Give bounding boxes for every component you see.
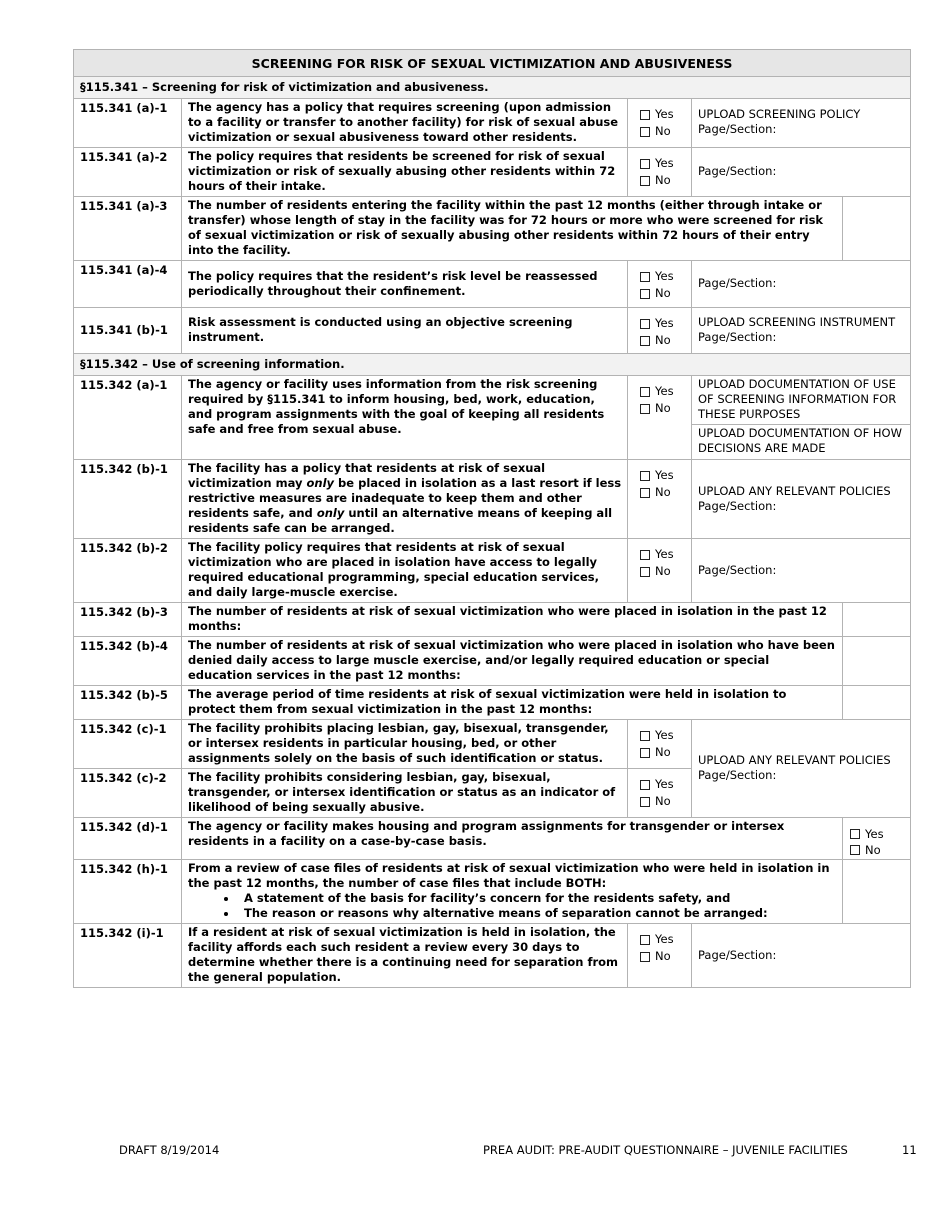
table-row [74,99,911,148]
row-id: 115.341 (a)-2 [74,148,182,197]
checkbox-icon[interactable] [640,567,650,577]
no-checkbox[interactable]: No [850,842,910,858]
checkbox-icon[interactable] [640,159,650,169]
yes-checkbox[interactable]: Yes [640,315,691,332]
list-item: • A statement of the basis for facility’s concern for the residents safety, and [238,891,837,906]
yes-no-group [628,308,692,354]
row-question: The agency or facility uses information from the risk screening required by §115.341 to inform housing, bed, work, education, and program assignments with the goal of keeping all residents safe and free from sexual abuse. [182,376,628,460]
row-id: 115.342 (b)-3 [74,603,182,637]
checkbox-icon[interactable] [640,127,650,137]
section-title: §115.341 – Screening for risk of victimization and abusiveness. [74,77,911,99]
table-row [74,376,911,425]
upload-label: UPLOAD SCREENING INSTRUMENT [698,315,896,329]
table-row [74,860,911,924]
checkbox-icon[interactable] [640,319,650,329]
table-row [74,720,911,769]
answer-cell[interactable] [843,686,911,720]
checkbox-icon[interactable] [640,336,650,346]
row-id: 115.342 (b)-2 [74,539,182,603]
checkbox-icon[interactable] [640,488,650,498]
table-row [74,924,911,988]
section-title: §115.342 – Use of screening information. [74,354,911,376]
yes-checkbox[interactable]: Yes [640,383,691,400]
table-row [74,460,911,539]
yes-checkbox[interactable]: Yes [640,155,691,172]
page-section-label: Page/Section: [698,768,777,782]
row-question: The facility prohibits considering lesbian, gay, bisexual, transgender, or intersex identification or status as an indicator of likelihood of being sexually abusive. [182,769,628,818]
table-title: SCREENING FOR RISK OF SEXUAL VICTIMIZATION AND ABUSIVENESS [74,50,911,77]
upload-cell[interactable] [692,720,911,818]
upload-cell[interactable] [692,308,911,354]
row-id: 115.341 (a)-1 [74,99,182,148]
table-row [74,148,911,197]
yes-no-group [628,769,692,818]
answer-cell[interactable] [843,603,911,637]
upload-label: UPLOAD ANY RELEVANT POLICIES [698,483,891,498]
no-checkbox[interactable]: No [640,285,691,302]
row-question: The facility prohibits placing lesbian, gay, bisexual, transgender, or intersex residents in particular housing, bed, or other assignments solely on the basis of such identification or status. [182,720,628,769]
yes-no-group [628,924,692,988]
table-row [74,261,911,308]
page-section-label: Page/Section: [698,498,777,513]
yes-checkbox[interactable]: Yes [640,467,691,484]
no-checkbox[interactable]: No [640,744,691,761]
yes-checkbox[interactable]: Yes [640,268,691,285]
no-checkbox[interactable]: No [640,484,691,501]
page-section-cell[interactable]: Page/Section: [692,261,911,308]
row-question: From a review of case files of residents at risk of sexual victimization who were held in isolation in the past 12 months, the number of case files that include BOTH: • A statement of the basis for facility’s concern for the residents safety, and • The reason or reasons why alternative means of separation cannot be arranged: [182,860,843,924]
yes-checkbox[interactable]: Yes [850,826,910,842]
table-row [74,308,911,354]
no-checkbox[interactable]: No [640,563,691,580]
yes-no-group [628,148,692,197]
upload-cell[interactable]: UPLOAD DOCUMENTATION OF USE OF SCREENING INFORMATION FOR THESE PURPOSES [692,376,911,425]
row-question: Risk assessment is conducted using an objective screening instrument. [182,308,628,354]
checkbox-icon[interactable] [640,731,650,741]
checkbox-icon[interactable] [640,272,650,282]
checkbox-icon[interactable] [640,387,650,397]
row-question: The facility policy requires that residents at risk of sexual victimization who are placed in isolation have access to legally required educational programming, special education services, and daily large-muscle exercise. [182,539,628,603]
row-id: 115.342 (b)-5 [74,686,182,720]
row-question: The agency or facility makes housing and program assignments for transgender or intersex residents in a facility on a case-by-case basis. [182,818,843,860]
row-question: The policy requires that the resident’s risk level be reassessed periodically throughout their confinement. [182,261,628,308]
upload-label: UPLOAD ANY RELEVANT POLICIES [698,753,891,767]
questionnaire-document [73,49,910,988]
answer-cell[interactable] [843,860,911,924]
yes-no-group [628,261,692,308]
table-row [74,686,911,720]
checkbox-icon[interactable] [640,797,650,807]
page-section-cell[interactable]: Page/Section: [692,148,911,197]
yes-no-group [628,539,692,603]
footer-title: PREA AUDIT: PRE-AUDIT QUESTIONNAIRE – JUVENILE FACILITIES [483,1143,848,1157]
checkbox-icon[interactable] [640,110,650,120]
checkbox-icon[interactable] [640,935,650,945]
answer-cell[interactable] [843,637,911,686]
upload-label: UPLOAD SCREENING POLICY [698,107,861,121]
table-row [74,818,911,860]
row-id: 115.342 (c)-1 [74,720,182,769]
yes-checkbox[interactable]: Yes [640,727,691,744]
table-row [74,637,911,686]
row-question: The number of residents at risk of sexual victimization who were placed in isolation in the past 12 months: [182,603,843,637]
checkbox-icon[interactable] [640,289,650,299]
row-question: If a resident at risk of sexual victimization is held in isolation, the facility affords each such resident a review every 30 days to determine whether there is a continuing need for separation from the general population. [182,924,628,988]
row-id: 115.341 (a)-3 [74,197,182,261]
bullet-list [188,891,837,921]
yes-no-group [628,376,692,460]
upload-cell[interactable] [692,99,911,148]
row-id: 115.342 (b)-1 [74,460,182,539]
footer-draft-date: DRAFT 8/19/2014 [119,1143,220,1157]
row-id: 115.342 (h)-1 [74,860,182,924]
yes-checkbox[interactable]: Yes [640,931,691,948]
checkbox-icon[interactable] [850,829,860,839]
table-row [74,603,911,637]
row-question: The average period of time residents at risk of sexual victimization were held in isolation to protect them from sexual victimization in the past 12 months: [182,686,843,720]
yes-checkbox[interactable]: Yes [640,776,691,793]
upload-cell[interactable]: UPLOAD DOCUMENTATION OF HOW DECISIONS ARE MADE [692,425,911,460]
yes-checkbox[interactable]: Yes [640,546,691,563]
checkbox-icon[interactable] [850,845,860,855]
row-id: 115.342 (c)-2 [74,769,182,818]
checkbox-icon[interactable] [640,748,650,758]
checkbox-icon[interactable] [640,952,650,962]
row-question: The agency has a policy that requires screening (upon admission to a facility or transfer to another facility) for risk of sexual abuse victimization or sexual abusiveness toward other residents. [182,99,628,148]
row-question: The facility has a policy that residents at risk of sexual victimization may only be placed in isolation as a last resort if less restrictive measures are inadequate to keep them and other residents safe, and only until an alternative means of keeping all residents safe can be arranged. [182,460,628,539]
row-id: 115.341 (a)-4 [74,261,182,308]
page-number: 11 [902,1143,917,1157]
yes-no-group [628,99,692,148]
page-section-cell[interactable]: Page/Section: [692,539,911,603]
upload-cell[interactable] [692,460,911,539]
yes-no-group [843,818,911,860]
yes-no-group [628,460,692,539]
table-row [74,539,911,603]
row-question: The number of residents at risk of sexual victimization who were placed in isolation who have been denied daily access to large muscle exercise, and/or legally required education or special education services in the past 12 months: [182,637,843,686]
row-question: The policy requires that residents be screened for risk of sexual victimization or risk of sexually abusing other residents within 72 hours of their intake. [182,148,628,197]
screening-table [73,49,911,988]
checkbox-icon[interactable] [640,550,650,560]
no-checkbox[interactable]: No [640,172,691,189]
row-id: 115.342 (b)-4 [74,637,182,686]
row-id: 115.342 (a)-1 [74,376,182,460]
checkbox-icon[interactable] [640,176,650,186]
checkbox-icon[interactable] [640,780,650,790]
no-checkbox[interactable]: No [640,332,691,349]
table-row [74,197,911,261]
no-checkbox[interactable]: No [640,948,691,965]
no-checkbox[interactable]: No [640,123,691,140]
page-section-label: Page/Section: [698,122,777,136]
row-id: 115.342 (d)-1 [74,818,182,860]
checkbox-icon[interactable] [640,404,650,414]
row-question: The number of residents entering the facility within the past 12 months (either through intake or transfer) whose length of stay in the facility was for 72 hours or more who were screened for risk of sexual victimization or risk of sexually abusing other residents within 72 hours of their entry into the facility. [182,197,843,261]
no-checkbox[interactable]: No [640,400,691,417]
page-section-cell[interactable]: Page/Section: [692,924,911,988]
row-id: 115.342 (i)-1 [74,924,182,988]
checkbox-icon[interactable] [640,471,650,481]
answer-cell[interactable] [843,197,911,261]
row-id: 115.341 (b)-1 [74,308,182,354]
list-item: • The reason or reasons why alternative means of separation cannot be arranged: [238,906,837,921]
yes-checkbox[interactable]: Yes [640,106,691,123]
yes-no-group [628,720,692,769]
no-checkbox[interactable]: No [640,793,691,810]
page-section-label: Page/Section: [698,330,777,344]
